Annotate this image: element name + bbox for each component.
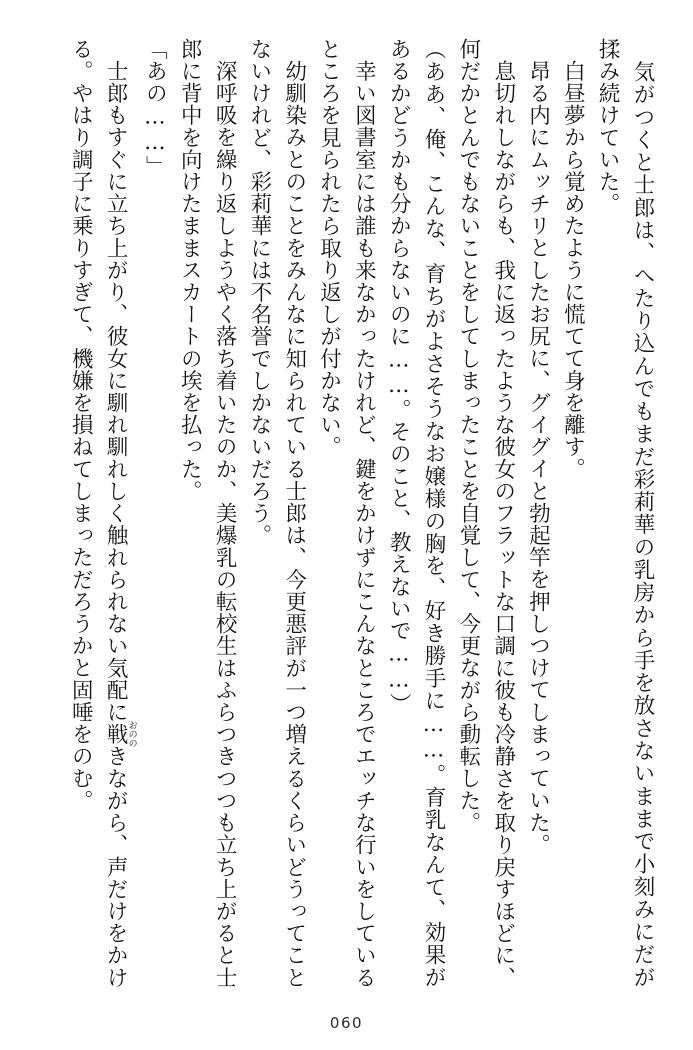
page-body-text — [34, 38, 659, 988]
paragraph-dialogue: 「あの……」 — [142, 38, 168, 178]
paragraph: （ああ、俺、こんな、育ちがよさそうなお嬢様の胸を、好き勝手に……。育乳なんて、効果があるかどうかも分からないのに……。そのこと、教えないで……） — [386, 38, 447, 988]
paragraph: 深呼吸を繰り返しようやく落ち着いたのか、美爆乳の転校生はふらつきつつも立ち上がると士郎に背中を向けたままスカートの埃を払った。 — [177, 38, 238, 988]
paragraph: 気がつくと士郎は、へたり込んでもまだ彩莉華の乳房から手を放さないままで小刻みにだが揉み続けていた。 — [595, 38, 655, 988]
page-number: 060 — [329, 1014, 364, 1032]
paragraph: 昂る内にムッチリとしたお尻に、グイグイと勃起竿を押しつけてしまっていた。 — [525, 59, 551, 856]
paragraph: 息切れしながらも、我に返ったような彼女のフラットな口調に彼も冷静さを取り戻すほどに、何だかとんでもないことをしてしまったことを自覚して、今更ながら動転した。 — [455, 38, 516, 988]
paragraph: 幸い図書室には誰も来なかったけれど、鍵をかけずにこんなところでエッチな行いをしているところを見られたら取り返しが付かない。 — [316, 38, 377, 988]
paragraph: 白昼夢から覚めたように慌てて身を離す。 — [560, 59, 586, 480]
paragraph-with-ruby: 士郎もすぐに立ち上がり、彼女に馴れ馴れしく触れられない気配に戦おののきながら、声だけをかける。やはり調子に乗りすぎて、機嫌を損ねてしまっただろうかと固唾をのむ。 — [68, 38, 137, 988]
paragraph: 幼馴染みとのことをみんなに知られている士郎は、今更悪評が一つ増えるくらいどうってことないけれど、彩莉華には不名誉でしかないだろう。 — [246, 38, 307, 988]
